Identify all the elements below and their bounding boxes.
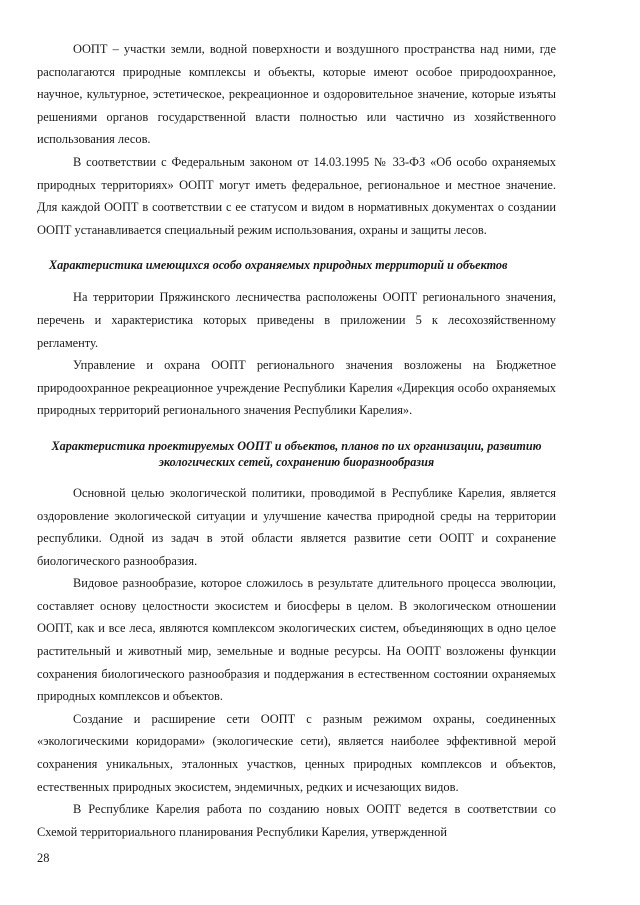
- paragraph: В соответствии с Федеральным законом от 14.03.1995 № 33-ФЗ «Об особо охраняемых природных территориях» ООПТ могут иметь федеральное, региональное и местное значение. Для каждой ООПТ в соответствии с ее статусом и видом в нормативных документах о создании ООПТ устанавливается специальный режим использования, охраны и защиты лесов.: [37, 154, 556, 237]
- section-heading: Характеристика имеющихся особо охраняемых природных территорий и объектов: [49, 258, 508, 273]
- paragraph: Видовое разнообразие, которое сложилось в результате длительного процесса эволюции, составляет основу целостности экосистем и биосферы в целом. В экологическом отношении ООПТ, как и все леса, являются комплексом экологических систем, объединяющих в одно целое растительный и животный мир, земельные и водные ресурсы. На ООПТ возложены функции сохранения биологического разнообразия и поддержания в естественном состоянии охраняемых природных комплексов и объектов.: [37, 576, 556, 704]
- paragraph: На территории Пряжинского лесничества расположены ООПТ регионального значения, перечень и характеристика которых приведены в приложении 5 к лесохозяйственному регламенту.: [37, 290, 556, 350]
- paragraph: Создание и расширение сети ООПТ с разным режимом охраны, соединенных «экологическими коридорами» (экологические сети), является наиболее эффективной мерой сохранения уникальных, эталонных участков, ценных природных комплексов и объектов, естественных природных экосистем, эндемичных, редких и исчезающих видов.: [37, 711, 556, 794]
- section-heading: Характеристика проектируемых ООПТ и объектов, планов по их организации, развитию экологических сетей, сохранению биоразнообразия: [51, 438, 542, 469]
- document-page: [37, 38, 556, 843]
- paragraph: ООПТ – участки земли, водной поверхности и воздушного пространства над ними, где располагаются природные комплексы и объекты, которые имеют особое природоохранное, научное, культурное, эстетическое, рекреационное и оздоровительное значение, которые изъяты решениями органов государственной власти полностью или частично из хозяйственного использования лесов.: [37, 42, 556, 147]
- paragraph: Основной целью экологической политики, проводимой в Республике Карелия, является оздоровление экологической ситуации и улучшение качества природной среды на территории республики. Одной из задач в этой области является развитие сети ООПТ и сохранение биологического разнообразия.: [37, 485, 556, 568]
- paragraph: В Республике Карелия работа по созданию новых ООПТ ведется в соответствии со Схемой территориального планирования Республики Карелия, утвержденной: [37, 802, 556, 839]
- page-number: 28: [37, 851, 50, 865]
- paragraph: Управление и охрана ООПТ регионального значения возложены на Бюджетное природоохранное рекреационное учреждение Республики Карелия «Дирекция особо охраняемых природных территорий регионального значения Республики Карелия».: [37, 358, 556, 418]
